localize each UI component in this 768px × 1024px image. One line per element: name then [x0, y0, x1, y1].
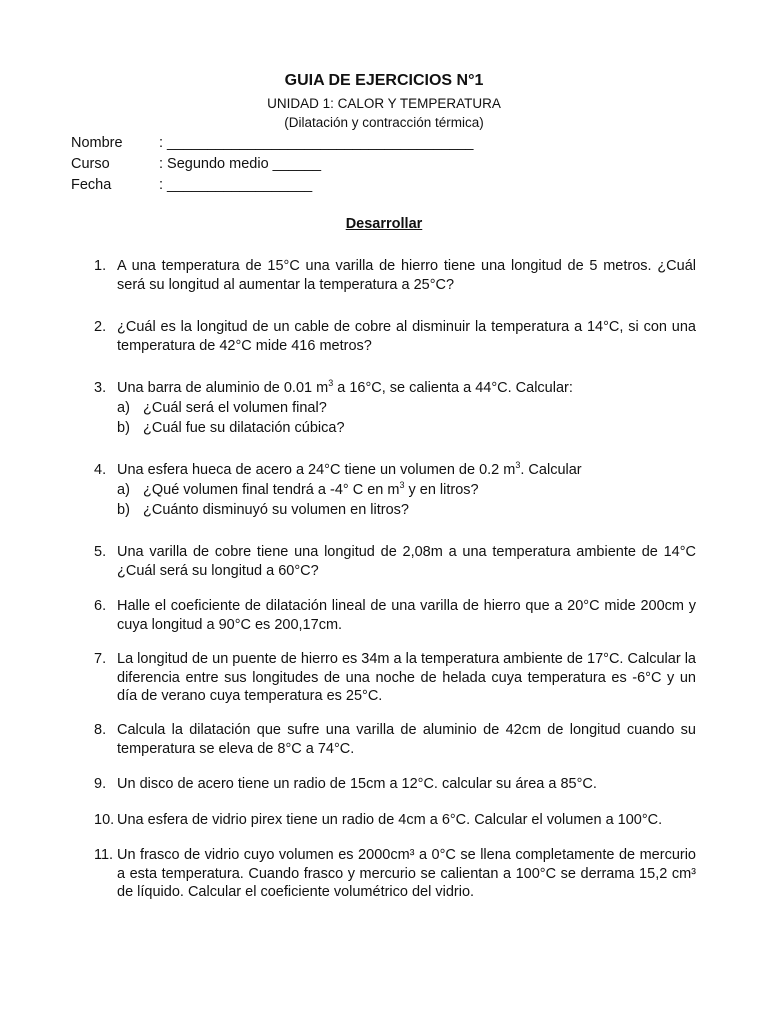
sub-item-text: ¿Cuánto disminuyó su volumen en litros? [143, 502, 409, 518]
superscript: 3 [328, 378, 334, 388]
exercise-text-part: Una esfera hueca de acero a 24°C tiene un volumen de 0.2 m [117, 462, 516, 478]
course-label: Curso [71, 156, 110, 172]
exercise-text [117, 461, 696, 480]
exercise-number: 5. [94, 544, 107, 560]
exercise-number: 1. [94, 258, 107, 274]
sub-item-text: ¿Cuál será el volumen final? [143, 399, 327, 416]
exercise-text: Un frasco de vidrio cuyo volumen es 2000cm³ a 0°C se llena completamente de mercurio a esta temperatura. Cuando frasco y mercurio se calientan a 100°C se derrama 15,2 cm³ de líquido. Calcular el coeficiente volumétrico del vidrio. [117, 847, 696, 900]
exercise-text-part: a 16°C, se calienta a 44°C. Calcular: [333, 380, 573, 396]
exercise-text: Una varilla de cobre tiene una longitud de 2,08m a una temperatura ambiente de 14°C ¿Cuál será su longitud a 60°C? [117, 544, 696, 579]
exercise-number: 8. [94, 722, 107, 738]
sub-item-a [117, 480, 696, 501]
exercise-text: A una temperatura de 15°C una varilla de hierro tiene una longitud de 5 metros. ¿Cuál será su longitud al aumentar la temperatura a 25°C? [117, 258, 696, 293]
name-field: : ______________________________________ [159, 135, 474, 151]
sub-item-a [117, 398, 696, 419]
sub-item-b [117, 418, 696, 439]
exercise-text-part: . Calcular [520, 462, 582, 478]
unit-subtitle: UNIDAD 1: CALOR Y TEMPERATURA [267, 96, 501, 111]
student-info-block [71, 133, 691, 196]
name-label: Nombre [71, 135, 123, 151]
superscript: 3 [399, 479, 405, 490]
exercise-11 [94, 846, 696, 902]
exercise-number: 3. [94, 380, 107, 396]
exercise-text: Calcula la dilatación que sufre una varilla de aluminio de 42cm de longitud cuando su temperatura se eleva de 8°C a 74°C. [117, 722, 696, 757]
exercise-5 [94, 543, 696, 580]
exercise-text-part: Una barra de aluminio de 0.01 m [117, 380, 329, 396]
course-field: : Segundo medio ______ [159, 156, 322, 172]
exercise-text: Una esfera de vidrio pirex tiene un radio de 4cm a 6°C. Calcular el volumen a 100°C. [117, 812, 663, 828]
exercise-3 [94, 379, 696, 439]
exercise-text: ¿Cuál es la longitud de un cable de cobre al disminuir la temperatura a 14°C, si con una temperatura de 42°C mide 416 metros? [117, 319, 696, 354]
section-title: Desarrollar [345, 216, 423, 232]
sub-item-letter: b) [117, 502, 130, 518]
exercise-8 [94, 721, 696, 758]
sub-item-text-part: y en litros? [404, 481, 479, 498]
exercise-number: 4. [94, 462, 107, 478]
superscript: 3 [515, 460, 521, 470]
exercise-number: 2. [94, 319, 107, 335]
info-row-name [71, 133, 691, 154]
sub-item-letter: b) [117, 420, 130, 436]
exercise-1 [94, 257, 696, 294]
worksheet-title: GUIA DE EJERCICIOS N°1 [284, 72, 484, 89]
sub-item-text-part: ¿Qué volumen final tendrá a -4° C en m [143, 481, 400, 498]
exercise-6 [94, 597, 696, 634]
sub-item-b [117, 500, 696, 521]
exercise-number: 11. [94, 847, 114, 863]
exercise-10 [94, 811, 696, 830]
date-field: : __________________ [159, 177, 313, 193]
exercise-text: Un disco de acero tiene un radio de 15cm a 12°C. calcular su área a 85°C. [117, 776, 597, 792]
exercise-number: 6. [94, 598, 107, 614]
exercise-text [117, 379, 696, 398]
exercise-9 [94, 775, 696, 794]
exercise-text: La longitud de un puente de hierro es 34m a la temperatura ambiente de 17°C. Calcular la diferencia entre sus longitudes de una noche de helada cuya temperatura es -6°C y un día de verano cuya temperatura es 25°C. [117, 651, 696, 704]
sub-item-letter: a) [117, 399, 130, 416]
date-label: Fecha [71, 177, 112, 193]
info-row-course [71, 154, 691, 175]
exercise-4 [94, 461, 696, 521]
topic-subtitle: (Dilatación y contracción térmica) [284, 115, 484, 130]
info-row-date [71, 175, 691, 196]
sub-item-text: ¿Cuál fue su dilatación cúbica? [143, 420, 345, 436]
exercise-7 [94, 650, 696, 706]
sub-item-text [143, 480, 479, 501]
exercise-2 [94, 318, 696, 355]
exercise-number: 9. [94, 776, 107, 792]
exercise-text: Halle el coeficiente de dilatación lineal de una varilla de hierro que a 20°C mide 200cm y cuya longitud a 90°C es 200,17cm. [117, 598, 696, 633]
sub-item-letter: a) [117, 481, 130, 498]
exercise-number: 10. [94, 812, 115, 828]
exercise-number: 7. [94, 651, 107, 667]
